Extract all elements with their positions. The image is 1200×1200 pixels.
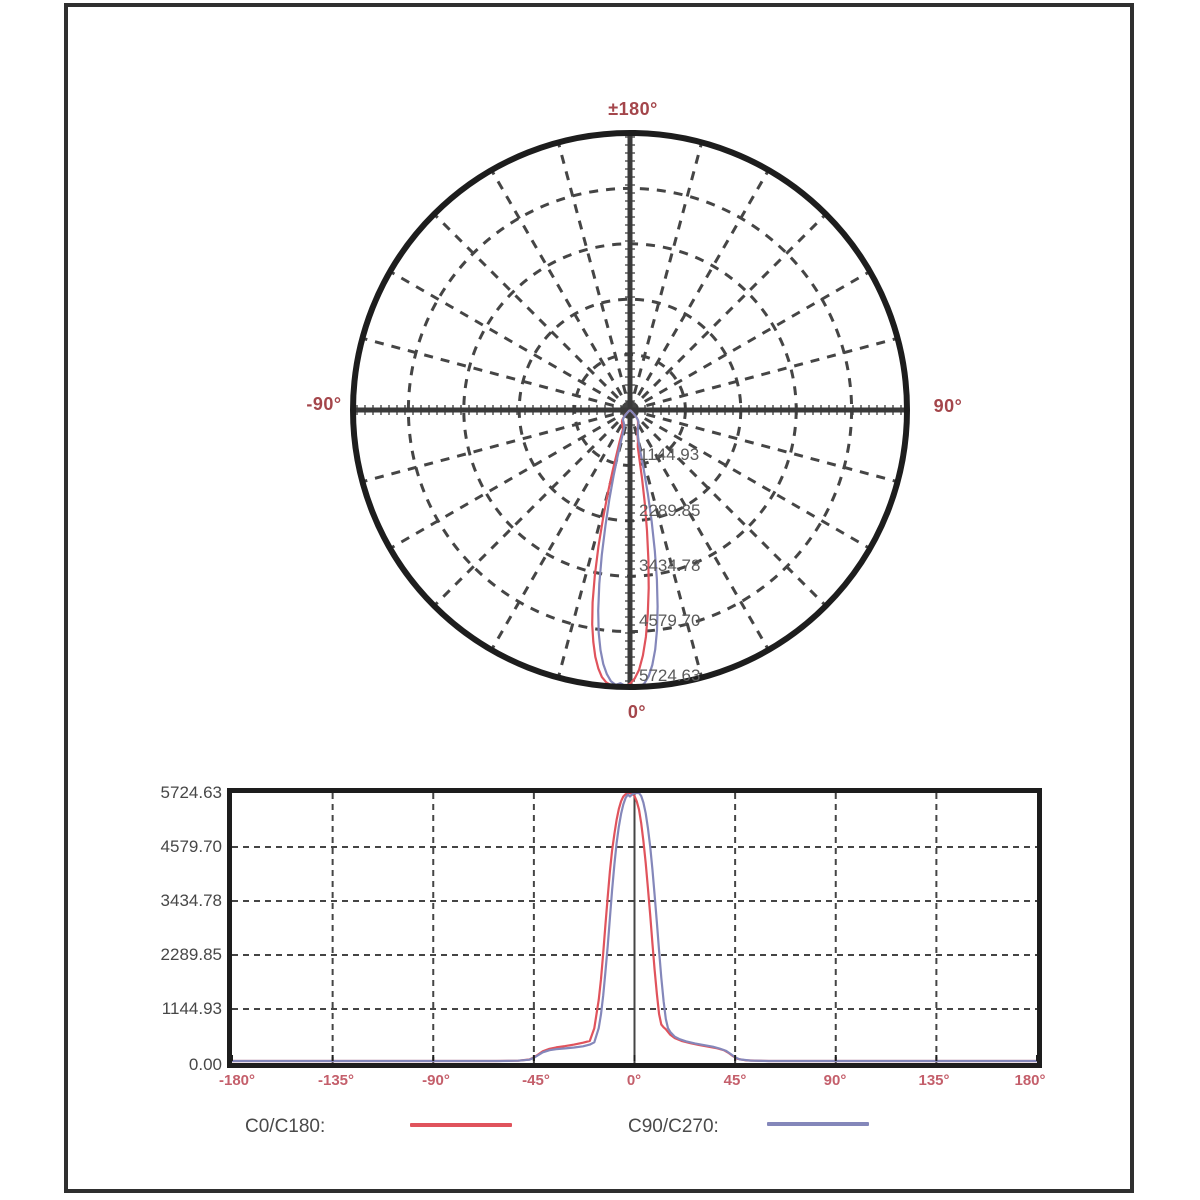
x-axis-label-n135: -135°: [317, 1072, 355, 1089]
legend-swatch-c90-c270: [767, 1122, 869, 1126]
x-axis-label-n45: -45°: [522, 1072, 550, 1089]
x-axis-label-0: 0°: [626, 1072, 642, 1089]
legend-label-c90-c270: C90/C270:: [628, 1116, 719, 1137]
polar-label-bottom: 0°: [627, 702, 647, 722]
x-axis-label-n180: -180°: [218, 1072, 256, 1089]
polar-ring-label-2: 2289.85: [639, 501, 701, 520]
y-axis-label-0: 0.00: [188, 1055, 222, 1074]
x-axis-label-135: 135°: [918, 1072, 950, 1089]
y-axis-label-5724: 5724.63: [160, 783, 222, 802]
polar-label-top: ±180°: [608, 99, 658, 119]
polar-label-left: -90°: [306, 394, 342, 414]
y-axis-label-1144: 1144.93: [161, 999, 222, 1018]
y-axis-label-2289: 2289.85: [160, 945, 222, 964]
legend-swatch-c0-c180: [410, 1123, 512, 1127]
x-axis-label-180: 180°: [1014, 1072, 1046, 1089]
x-axis-label-90: 90°: [823, 1072, 847, 1089]
polar-label-right: 90°: [933, 396, 963, 416]
polar-ring-label-3: 3434.78: [639, 556, 701, 575]
y-axis-label-3434: 3434.78: [160, 891, 222, 910]
polar-ring-label-1: 1144.93: [639, 445, 700, 464]
x-axis-label-45: 45°: [723, 1072, 747, 1089]
legend-label-c0-c180: C0/C180:: [245, 1116, 326, 1137]
x-axis-label-n90: -90°: [422, 1072, 450, 1089]
polar-ring-label-4: 4579.70: [639, 611, 701, 630]
polar-ring-label-5: 5724.63: [639, 666, 701, 685]
y-axis-label-4579: 4579.70: [160, 837, 222, 856]
